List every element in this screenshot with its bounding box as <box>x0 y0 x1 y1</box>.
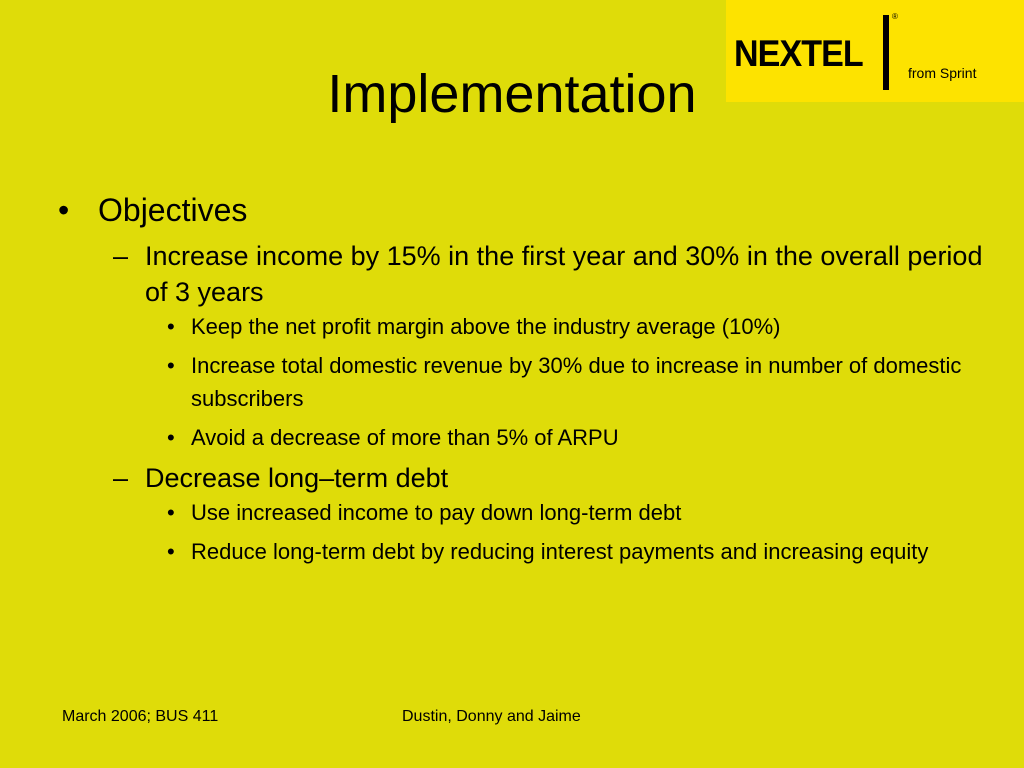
objective-income-text-row <box>113 238 988 310</box>
list-item-text: Increase total domestic revenue by 30% due to increase in number of domestic subscribers <box>191 353 962 411</box>
objective-debt-text: Decrease long–term debt <box>145 463 449 493</box>
objectives-label: Objectives <box>98 192 248 228</box>
objective-income-text: Increase income by 15% in the first year and 30% in the overall period of 3 years <box>145 241 983 307</box>
slide-title: Implementation <box>327 64 697 124</box>
footer-authors: Dustin, Donny and Jaime <box>402 708 581 725</box>
footer-date-course: March 2006; BUS 411 <box>62 708 219 725</box>
bullet-dot-icon: • <box>167 500 175 525</box>
bullet-dot-icon: • <box>58 192 70 228</box>
list-item <box>167 310 988 343</box>
dash-bullet-icon: – <box>113 241 129 271</box>
logo-tagline: from Sprint <box>908 65 977 81</box>
slide-content <box>58 190 988 574</box>
bullet-dot-icon: • <box>167 425 175 450</box>
list-item <box>167 535 988 568</box>
bullet-dot-icon: • <box>167 353 175 378</box>
list-item-text: Use increased income to pay down long-term debt <box>191 500 682 525</box>
objective-income <box>58 238 988 454</box>
objective-debt-subitems <box>58 496 988 568</box>
list-item-text: Avoid a decrease of more than 5% of ARPU <box>191 425 619 450</box>
logo-wordmark: NEXTEL <box>734 33 863 74</box>
objective-income-subitems <box>58 310 988 454</box>
list-item-text: Keep the net profit margin above the industry average (10%) <box>191 314 781 339</box>
bullet-dot-icon: • <box>167 539 175 564</box>
list-item-text: Reduce long-term debt by reducing interest payments and increasing equity <box>191 539 929 564</box>
dash-bullet-icon: – <box>113 463 129 493</box>
objective-debt <box>58 460 988 568</box>
list-item <box>167 496 988 529</box>
logo-registered-mark: ® <box>892 12 898 21</box>
list-item <box>167 421 988 454</box>
bullet-dot-icon: • <box>167 314 175 339</box>
objective-debt-text-row <box>113 460 988 496</box>
list-item <box>167 349 988 415</box>
bullet-objectives <box>58 190 988 230</box>
